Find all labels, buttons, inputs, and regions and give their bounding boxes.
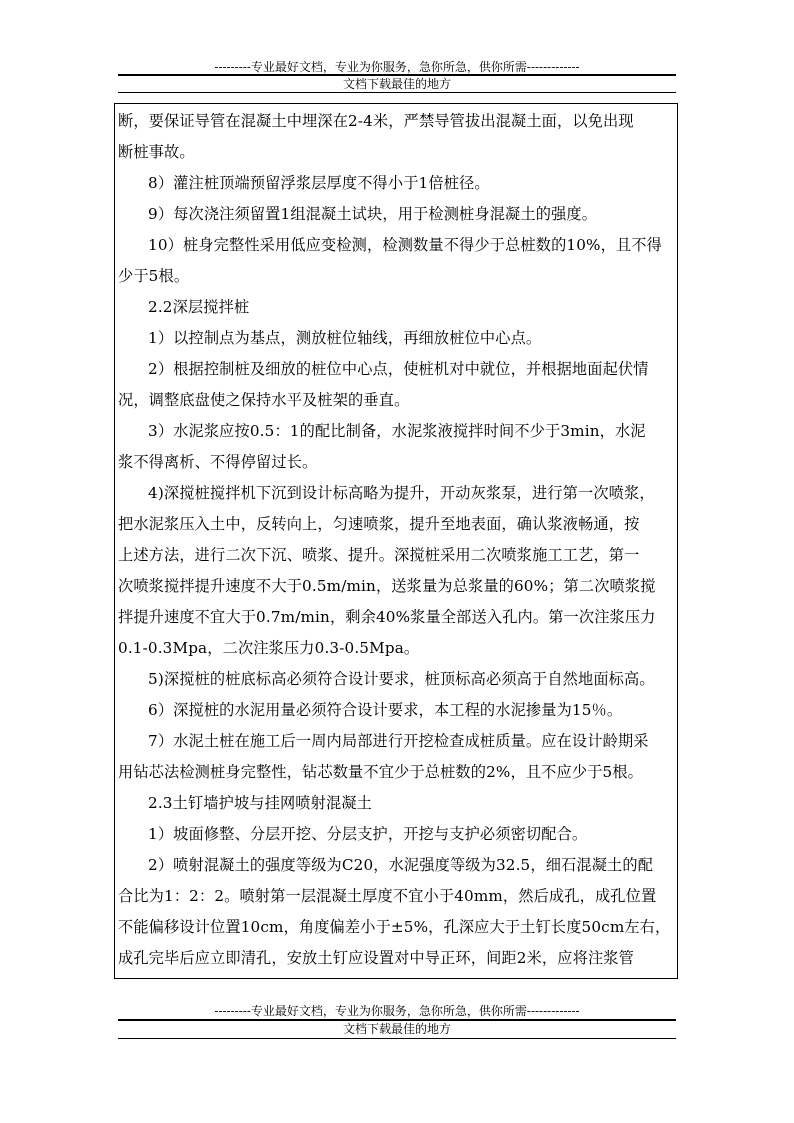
- text-line: 把水泥浆压入土中，反转向上，匀速喷浆，提升至地表面，确认浆液畅通，按: [118, 515, 640, 533]
- text-line: 8）灌注桩顶端预留浮浆层厚度不得小于1倍桩径。: [148, 174, 490, 192]
- text-line: 用钻芯法检测桩身完整性，钻芯数量不宜少于总桩数的2%，且不应少于5根。: [118, 763, 644, 781]
- text-line: 3）水泥浆应按0.5：1的配比制备，水泥浆液搅拌时间不少于3min，水泥: [148, 422, 646, 440]
- text-line: 次喷浆搅拌提升速度不大于0.5m/min，送浆量为总浆量的60%；第二次喷浆搅: [118, 577, 656, 595]
- text-line: 况，调整底盘使之保持水平及桩架的垂直。: [118, 391, 410, 409]
- text-line: 1）坡面修整、分层开挖、分层支护，开挖与支护必须密切配合。: [148, 825, 588, 843]
- document-body: [118, 106, 678, 974]
- footer-slogan: ---------专业最好文档，专业为你服务，急你所急，供你所需-------------: [214, 1004, 580, 1018]
- text-line: 2）根据控制桩及细放的桩位中心点，使桩机对中就位，并根据地面起伏情: [148, 360, 649, 378]
- section-heading: 2.2深层搅拌桩: [148, 298, 250, 316]
- header-rule: [118, 74, 676, 76]
- header-rule-bottom: [118, 92, 676, 93]
- text-line: 断桩事故。: [118, 143, 195, 161]
- footer-subtitle: 文档下载最佳的地方: [342, 1022, 451, 1036]
- text-line: 成孔完毕后应立即清孔，安放土钉应设置对中导正环，间距2米，应将注浆管: [118, 949, 634, 967]
- text-line: 不能偏移设计位置10cm，角度偏差小于±5%，孔深应大于土钉长度50cm左右，: [118, 918, 671, 936]
- text-line: 1）以控制点为基点，测放桩位轴线，再细放桩位中心点。: [148, 329, 542, 347]
- footer-rule-bottom: [118, 1038, 676, 1039]
- text-line: 10）桩身完整性采用低应变检测，检测数量不得少于总桩数的10%，且不得: [148, 236, 662, 254]
- header-subtitle: 文档下载最佳的地方: [342, 77, 451, 91]
- text-line: 6）深搅桩的水泥用量必须符合设计要求，本工程的水泥掺量为15％。: [148, 701, 623, 719]
- section-heading: 2.3土钉墙护坡与挂网喷射混凝土: [148, 794, 372, 812]
- header-slogan: ---------专业最好文档，专业为你服务，急你所急，供你所需-------------: [214, 60, 580, 74]
- text-line: 2）喷射混凝土的强度等级为C20，水泥强度等级为32.5，细石混凝土的配: [148, 856, 654, 874]
- text-line: 浆不得离析、不得停留过长。: [118, 453, 318, 471]
- text-line: 少于5根。: [118, 267, 190, 285]
- text-line: 4)深搅桩搅拌机下沉到设计标高略为提升，开动灰浆泵，进行第一次喷浆，: [148, 484, 655, 502]
- text-line: 拌提升速度不宜大于0.7m/min，剩余40%浆量全部送入孔内。第一次注浆压力: [118, 608, 656, 626]
- text-line: 合比为1：2：2。喷射第一层混凝土厚度不宜小于40mm，然后成孔，成孔位置: [118, 887, 657, 905]
- text-line: 上述方法，进行二次下沉、喷浆、提升。深搅桩采用二次喷浆施工工艺，第一: [118, 546, 640, 564]
- text-line: 5)深搅桩的桩底标高必须符合设计要求，桩顶标高必须高于自然地面标高。: [148, 670, 655, 688]
- text-line: 0.1-0.3Mpa，二次注浆压力0.3-0.5Mpa。: [118, 639, 420, 657]
- text-line: 7）水泥土桩在施工后一周内局部进行开挖检查成桩质量。应在设计龄期采: [148, 732, 649, 750]
- text-line: 9）每次浇注须留置1组混凝土试块，用于检测桩身混凝土的强度。: [148, 205, 598, 223]
- footer-rule: [118, 1019, 676, 1021]
- text-line: 断，要保证导管在混凝土中埋深在2-4米，严禁导管拔出混凝土面，以免出现: [118, 112, 634, 130]
